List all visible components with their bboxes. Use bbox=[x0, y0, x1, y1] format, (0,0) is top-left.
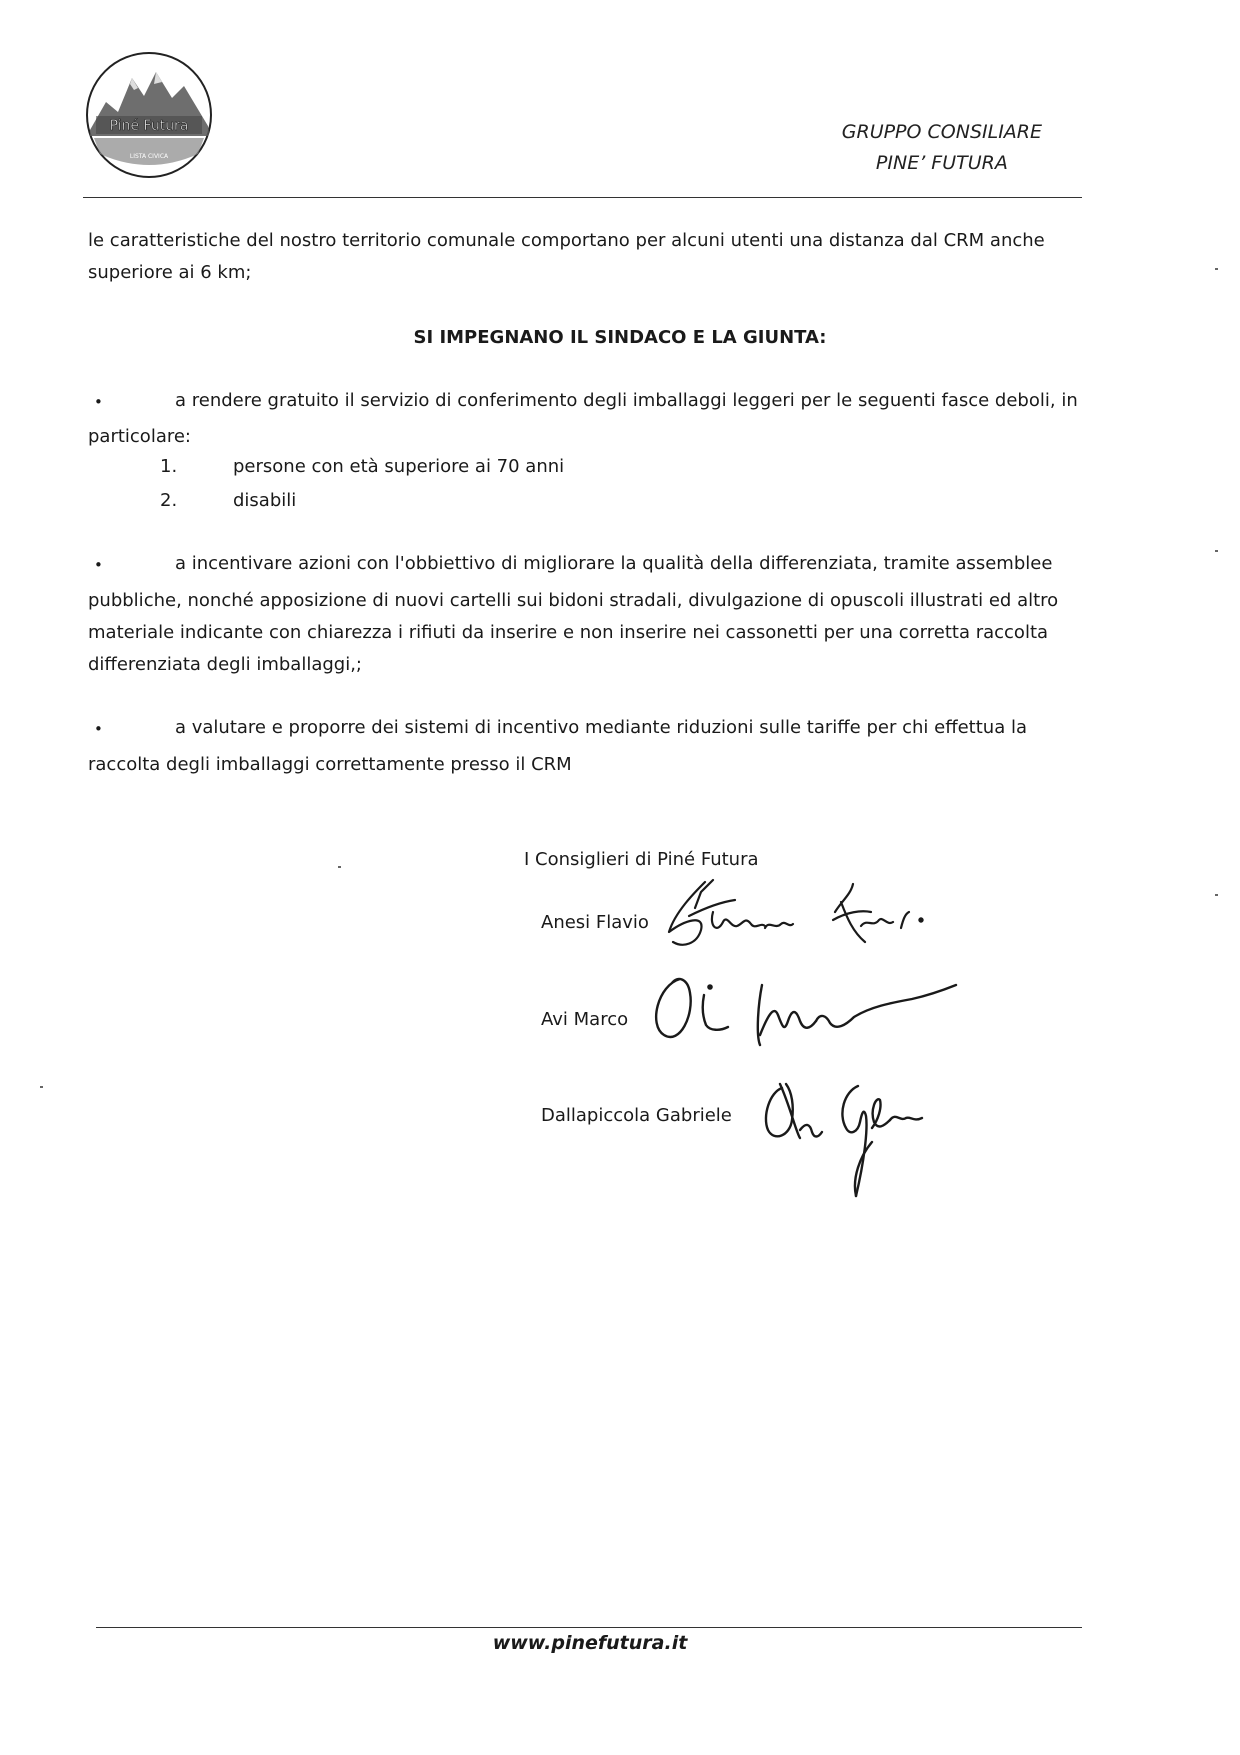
scan-speck bbox=[40, 1086, 43, 1088]
sublist-item-2-number: 2. bbox=[160, 490, 178, 511]
sublist-item-2-text: disabili bbox=[233, 490, 297, 511]
bullet-3-line-1: a valutare e proporre dei sistemi di incentivo mediante riduzioni sulle tariffe per chi effettua la bbox=[175, 717, 1027, 738]
bullet-3-dot: • bbox=[94, 720, 103, 738]
signatures-intro: I Consiglieri di Piné Futura bbox=[524, 849, 759, 870]
pine-futura-logo bbox=[84, 50, 214, 180]
scan-speck bbox=[1215, 894, 1218, 896]
scan-speck bbox=[1215, 550, 1218, 552]
sublist-item-1-number: 1. bbox=[160, 456, 178, 477]
scan-speck bbox=[1215, 268, 1218, 270]
logo-subtext: LISTA CIVICA bbox=[129, 153, 169, 160]
bullet-2-line-1: a incentivare azioni con l'obbiettivo di migliorare la qualità della differenziata, tramite assemblee bbox=[175, 553, 1053, 574]
signatory-name-1: Anesi Flavio bbox=[541, 912, 649, 933]
sublist-item-1-text: persone con età superiore ai 70 anni bbox=[233, 456, 565, 477]
footer-website-link[interactable]: www.pinefutura.it bbox=[492, 1632, 688, 1654]
group-line-1: GRUPPO CONSILIARE bbox=[841, 121, 1042, 143]
bullet-1-line-1: a rendere gratuito il servizio di conferimento degli imballaggi leggeri per le seguenti fasce deboli, in bbox=[175, 390, 1078, 411]
logo-text: Piné Futura bbox=[109, 118, 189, 134]
header-divider bbox=[83, 197, 1082, 198]
signatory-name-2: Avi Marco bbox=[541, 1009, 629, 1030]
bullet-2-line-4: differenziata degli imballaggi,; bbox=[88, 654, 362, 675]
bullet-2-dot: • bbox=[94, 556, 103, 574]
signature-dallapiccola-gabriele bbox=[760, 1066, 950, 1206]
bullet-3-line-2: raccolta degli imballaggi correttamente presso il CRM bbox=[88, 754, 572, 775]
bullet-2-line-2: pubbliche, nonché apposizione di nuovi cartelli sui bidoni stradali, divulgazione di opuscoli illustrati ed altro bbox=[88, 590, 1059, 611]
signature-anesi-flavio bbox=[665, 872, 965, 962]
footer-divider bbox=[96, 1627, 1082, 1628]
bullet-1-dot: • bbox=[94, 393, 103, 411]
intro-line-2: superiore ai 6 km; bbox=[88, 262, 252, 283]
group-line-2: PINE’ FUTURA bbox=[875, 152, 1008, 174]
signature-avi-marco bbox=[650, 965, 1010, 1075]
bullet-2-line-3: materiale indicante con chiarezza i rifiuti da inserire e non inserire nei cassonetti per una corretta raccolta bbox=[88, 622, 1049, 643]
intro-line-1: le caratteristiche del nostro territorio comunale comportano per alcuni utenti una distanza dal CRM anche bbox=[88, 230, 1045, 251]
group-name bbox=[842, 117, 1042, 179]
bullet-1-line-2: particolare: bbox=[88, 426, 191, 447]
scan-speck bbox=[338, 866, 341, 868]
signatory-name-3: Dallapiccola Gabriele bbox=[541, 1105, 732, 1126]
section-heading: SI IMPEGNANO IL SINDACO E LA GIUNTA: bbox=[413, 327, 827, 348]
